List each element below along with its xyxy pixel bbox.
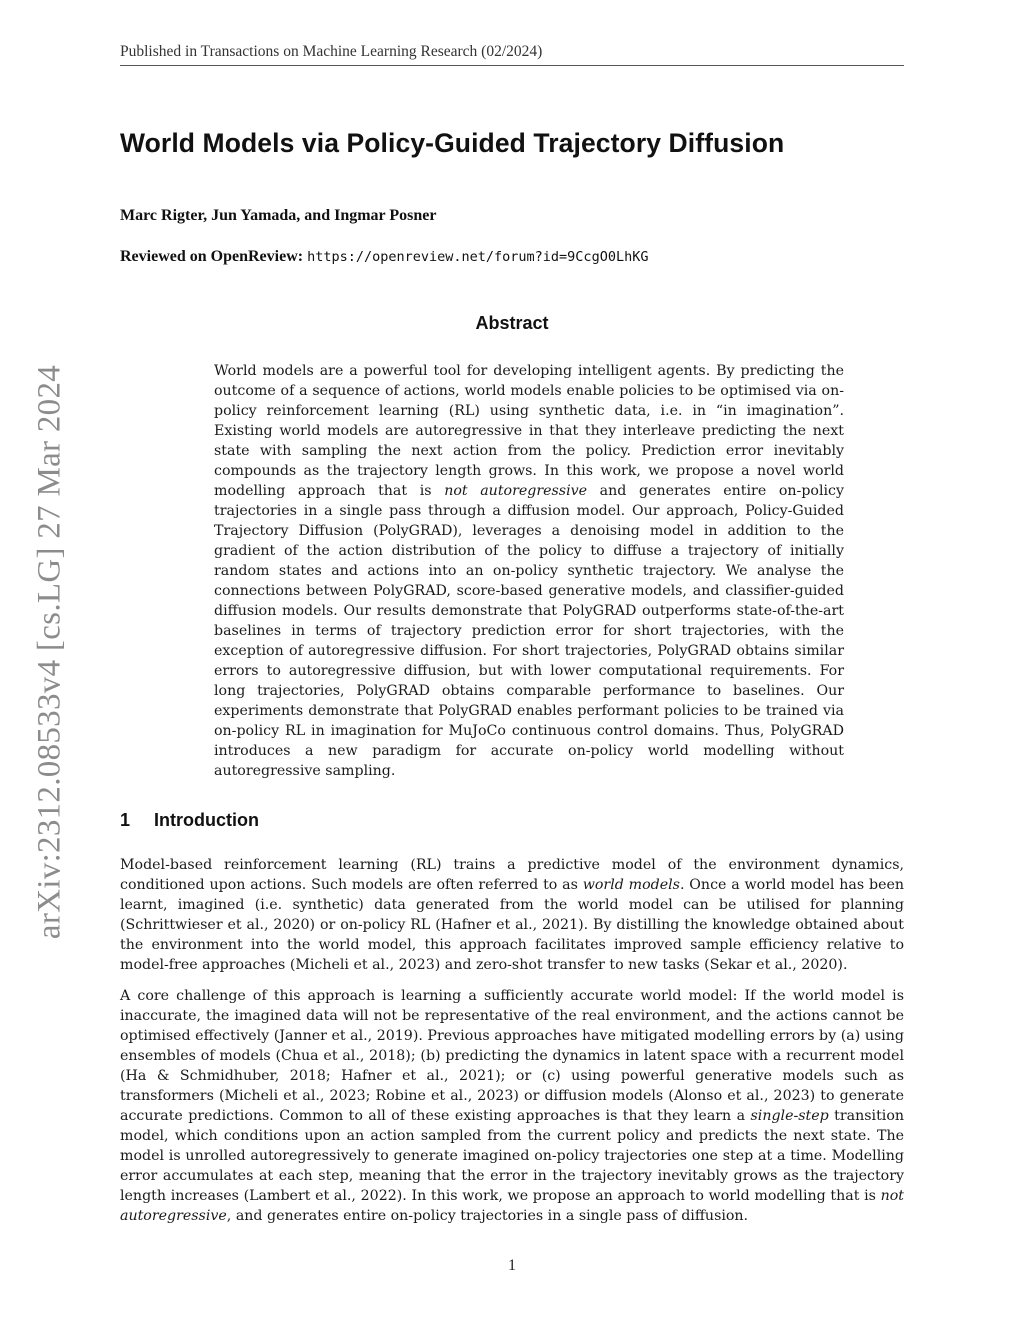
review-line (120, 248, 648, 266)
intro-paragraph-2 (120, 986, 904, 1226)
intro-p1-emphasis: world models (582, 877, 680, 893)
abstract-emphasis: not autoregressive (444, 483, 588, 499)
arxiv-stamp-text: arXiv:2312.08533v4 [cs.LG] 27 Mar 2024 (31, 364, 68, 940)
section-title: Introduction (154, 810, 259, 830)
author-list: Marc Rigter, Jun Yamada, and Ingmar Posner (120, 207, 437, 224)
section-number: 1 (120, 810, 131, 830)
intro-p2-text-a: A core challenge of this approach is learning a sufficiently accurate world model: If the world model is inaccurate, the imagined data will not be representative of the real environment, and the actions cannot be optimised effectively (Janner et al., 2019). Previous approaches have mitigated modelling errors by (a) using ensembles of models (Chua et al., 2018); (b) predicting the dynamics in latent space with a recurrent model (Ha & Schmidhuber, 2018; Hafner et al., 2021); or (c) using powerful generative models such as transformers (Micheli et al., 2023; Robine et al., 2023) or diffusion models (Alonso et al., 2023) to generate accurate predictions. Common to all of these existing approaches is that they learn a (120, 988, 904, 1124)
intro-p1-text-b: . Once a world model has been learnt, imagined (i.e. synthetic) data generated from the world model can be utilised for planning (Schrittwieser et al., 2020) or on-policy RL (Hafner et al., 2021). By distilling the knowledge obtained about the environment into the world model, this approach facilitates improved sample efficiency relative to model-free approaches (Micheli et al., 2023) and zero-shot transfer to new tasks (Sekar et al., 2020). (120, 877, 905, 973)
intro-p2-text-b: transition model, which conditions upon an action sampled from the current policy and predicts the next state. The model is unrolled autoregressively to generate imagined on-policy trajectories one step at a time. Modelling error accumulates at each step, meaning that the error in the trajectory inevitably grows as the trajectory length increases (Lambert et al., 2022). In this work, we propose an approach to world modelling that is (120, 1108, 904, 1204)
paper-title: World Models via Policy-Guided Trajectory Diffusion (120, 128, 785, 158)
abstract-text-part-2: and generates entire on-policy trajectories in a single pass through a diffusion model. Our approach, Policy-Guided Trajectory Diffusion (PolyGRAD), leverages a denoising model in addition to the gradient of the action distribution of the policy to diffuse a trajectory of initially random states and actions into an on-policy synthetic trajectory. We analyse the connections between PolyGRAD, score-based generative models, and classifier-guided diffusion models. Our results demonstrate that PolyGRAD outperforms state-of-the-art baselines in terms of trajectory prediction error for short trajectories, with the exception of autoregressive diffusion. For short trajectories, PolyGRAD obtains similar errors to autoregressive diffusion, but with lower computational requirements. For long trajectories, PolyGRAD obtains comparable performance to baselines. Our experiments demonstrate that PolyGRAD enables performant policies to be trained via on-policy RL in imagination for MuJoCo continuous control domains. Thus, PolyGRAD introduces a new paradigm for accurate on-policy world modelling without autoregressive sampling. (214, 483, 845, 779)
section-heading-introduction (120, 810, 259, 831)
running-header: Published in Transactions on Machine Learning Research (02/2024) (120, 43, 904, 66)
intro-p1-text-a: Model-based reinforcement learning (RL) trains a predictive model of the environment dynamics, conditioned upon actions. Such models are often referred to as (120, 857, 904, 893)
abstract-heading: Abstract (475, 313, 549, 333)
intro-p2-emphasis-2: not autoregressive (120, 1188, 904, 1224)
page-number: 1 (508, 1257, 516, 1274)
intro-paragraph-1 (120, 855, 904, 975)
abstract-text-part-1: World models are a powerful tool for developing intelligent agents. By predicting the outcome of a sequence of actions, world models enable policies to be optimised via on-policy reinforcement learning (RL) using synthetic data, i.e. in “in imagination”. Existing world models are autoregressive in that they interleave predicting the next state with sampling the next action from the policy. Prediction error inevitably compounds as the trajectory length grows. In this work, we propose a novel world modelling approach that is (214, 363, 844, 499)
abstract-body (214, 361, 844, 781)
intro-p2-emphasis-1: single-step (750, 1108, 829, 1124)
review-label: Reviewed on OpenReview: (120, 248, 304, 265)
openreview-link[interactable]: https://openreview.net/forum?id=9CcgO0LhKG (307, 249, 649, 265)
intro-p2-text-c: , and generates entire on-policy trajectories in a single pass of diffusion. (226, 1208, 749, 1224)
